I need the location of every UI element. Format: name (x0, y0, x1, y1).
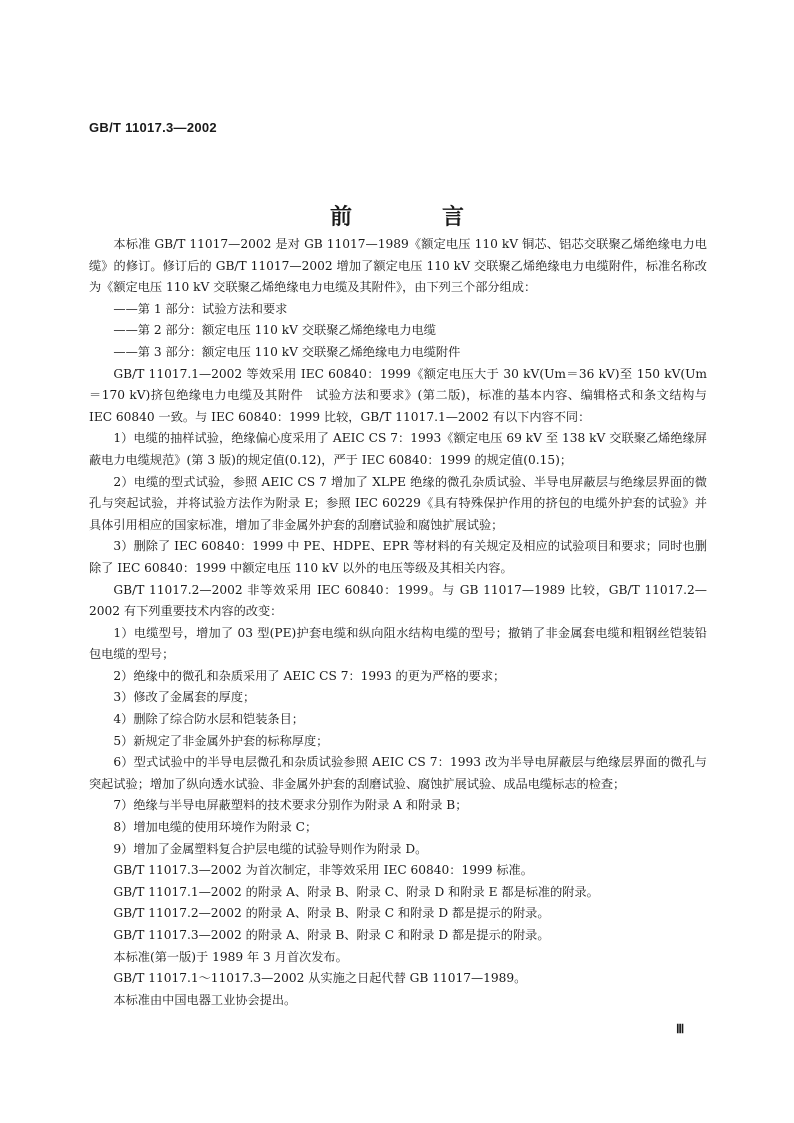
page-title: 前 言 (329, 204, 498, 230)
paragraph: GB/T 11017.3—2002 的附录 A、附录 B、附录 C 和附录 D 都是提示的附录。 (113, 928, 550, 942)
list-item-part-2: ——第 2 部分：额定电压 110 kV 交联聚乙烯绝缘电力电缆 (113, 323, 436, 338)
list-item: 4）删除了综合防水层和铠装条目； (113, 712, 304, 727)
paragraph-part1-description: GB/T 11017.1—2002 等效采用 IEC 60840：1999《额定电压大于 30 kV(Um＝36 kV)至 150 kV(Um＝170 kV)挤包绝缘电力电缆及其附件 试验方法和要求》(第二版)，标准的基本内容、编辑格式和条文结构与 IEC 60840 一致。与 IEC 60840：1999 比较，GB/T 11017.1—2002 有以下内容不同： (89, 366, 707, 424)
paragraph: 本标准(第一版)于 1989 年 3 月首次发布。 (113, 949, 348, 964)
paragraph: GB/T 11017.1—2002 的附录 A、附录 B、附录 C、附录 D 和附录 E 都是标准的附录。 (113, 884, 599, 899)
page-number: Ⅲ (676, 1022, 685, 1036)
list-item-part-1: ——第 1 部分：试验方法和要求 (113, 301, 288, 316)
paragraph-part2-description: GB/T 11017.2—2002 非等效采用 IEC 60840：1999。与 GB 11017—1989 比较，GB/T 11017.2—2002 有下列重要技术内容的改变： (89, 582, 707, 619)
list-item: 6）型式试验中的半导电层微孔和杂质试验参照 AEIC CS 7：1993 改为半导电屏蔽层与绝缘层界面的微孔与突起试验；增加了纵向透水试验、非金属外护套的刮磨试验、腐蚀扩展试验、成品电缆标志的检查； (89, 755, 707, 791)
list-item: 1）电缆的抽样试验，绝缘偏心度采用了 AEIC CS 7：1993《额定电压 69 kV 至 138 kV 交联聚乙烯绝缘屏蔽电力电缆规范》(第 3 版)的规定值(0.12)，严于 IEC 60840：1999 的规定值(0.15)； (89, 431, 707, 467)
paragraph-intro: 本标准 GB/T 11017—2002 是对 GB 11017—1989《额定电压 110 kV 铜芯、铝芯交联聚乙烯绝缘电力电缆》的修订。修订后的 GB/T 11017—2002 增加了额定电压 110 kV 交联聚乙烯绝缘电力电缆附件，标准名称改为《额定电压 110 kV 交联聚乙烯绝缘电力电缆及其附件》，由下列三个部分组成： (89, 237, 707, 295)
list-item: 8）增加电缆的使用环境作为附录 C； (113, 820, 318, 835)
list-item-part-3: ——第 3 部分：额定电压 110 kV 交联聚乙烯绝缘电力电缆附件 (113, 344, 461, 359)
list-item: 2）绝缘中的微孔和杂质采用了 AEIC CS 7：1993 的更为严格的要求； (113, 668, 506, 683)
foreword-body (89, 234, 707, 1011)
paragraph: GB/T 11017.1～11017.3—2002 从实施之日起代替 GB 11017—1989。 (113, 971, 527, 986)
list-item: 9）增加了金属塑料复合护层电缆的试验导则作为附录 D。 (113, 841, 428, 856)
list-item: 3）修改了金属套的厚度； (113, 690, 256, 705)
standard-number: GB/T 11017.3—2002 (89, 120, 217, 135)
paragraph: 本标准由中国电器工业协会提出。 (113, 992, 297, 1007)
list-item: 7）绝缘与半导电屏蔽塑料的技术要求分别作为附录 A 和附录 B； (113, 798, 468, 813)
paragraph: GB/T 11017.2—2002 的附录 A、附录 B、附录 C 和附录 D 都是提示的附录。 (113, 906, 550, 921)
list-item: 1）电缆型号，增加了 03 型(PE)护套电缆和纵向阻水结构电缆的型号；撤销了非金属套电缆和粗钢丝铠装铅包电缆的型号； (89, 625, 707, 662)
list-item: 5）新规定了非金属外护套的标称厚度； (113, 733, 329, 748)
list-item: 3）删除了 IEC 60840：1999 中 PE、HDPE、EPR 等材料的有关规定及相应的试验项目和要求；同时也删除了 IEC 60840：1999 中额定电压 110 kV 以外的电压等级及其相关内容。 (89, 539, 707, 575)
list-item: 2）电缆的型式试验，参照 AEIC CS 7 增加了 XLPE 绝缘的微孔杂质试验、半导电屏蔽层与绝缘层界面的微孔与突起试验，并将试验方法作为附录 E；参照 IEC 60229《具有特殊保护作用的挤包的电缆外护套的试验》并具体引用相应的国家标准，增加了非金属外护套的刮磨试验和腐蚀扩展试验； (89, 474, 707, 532)
paragraph: GB/T 11017.3—2002 为首次制定，非等效采用 IEC 60840：1999 标准。 (113, 863, 533, 878)
